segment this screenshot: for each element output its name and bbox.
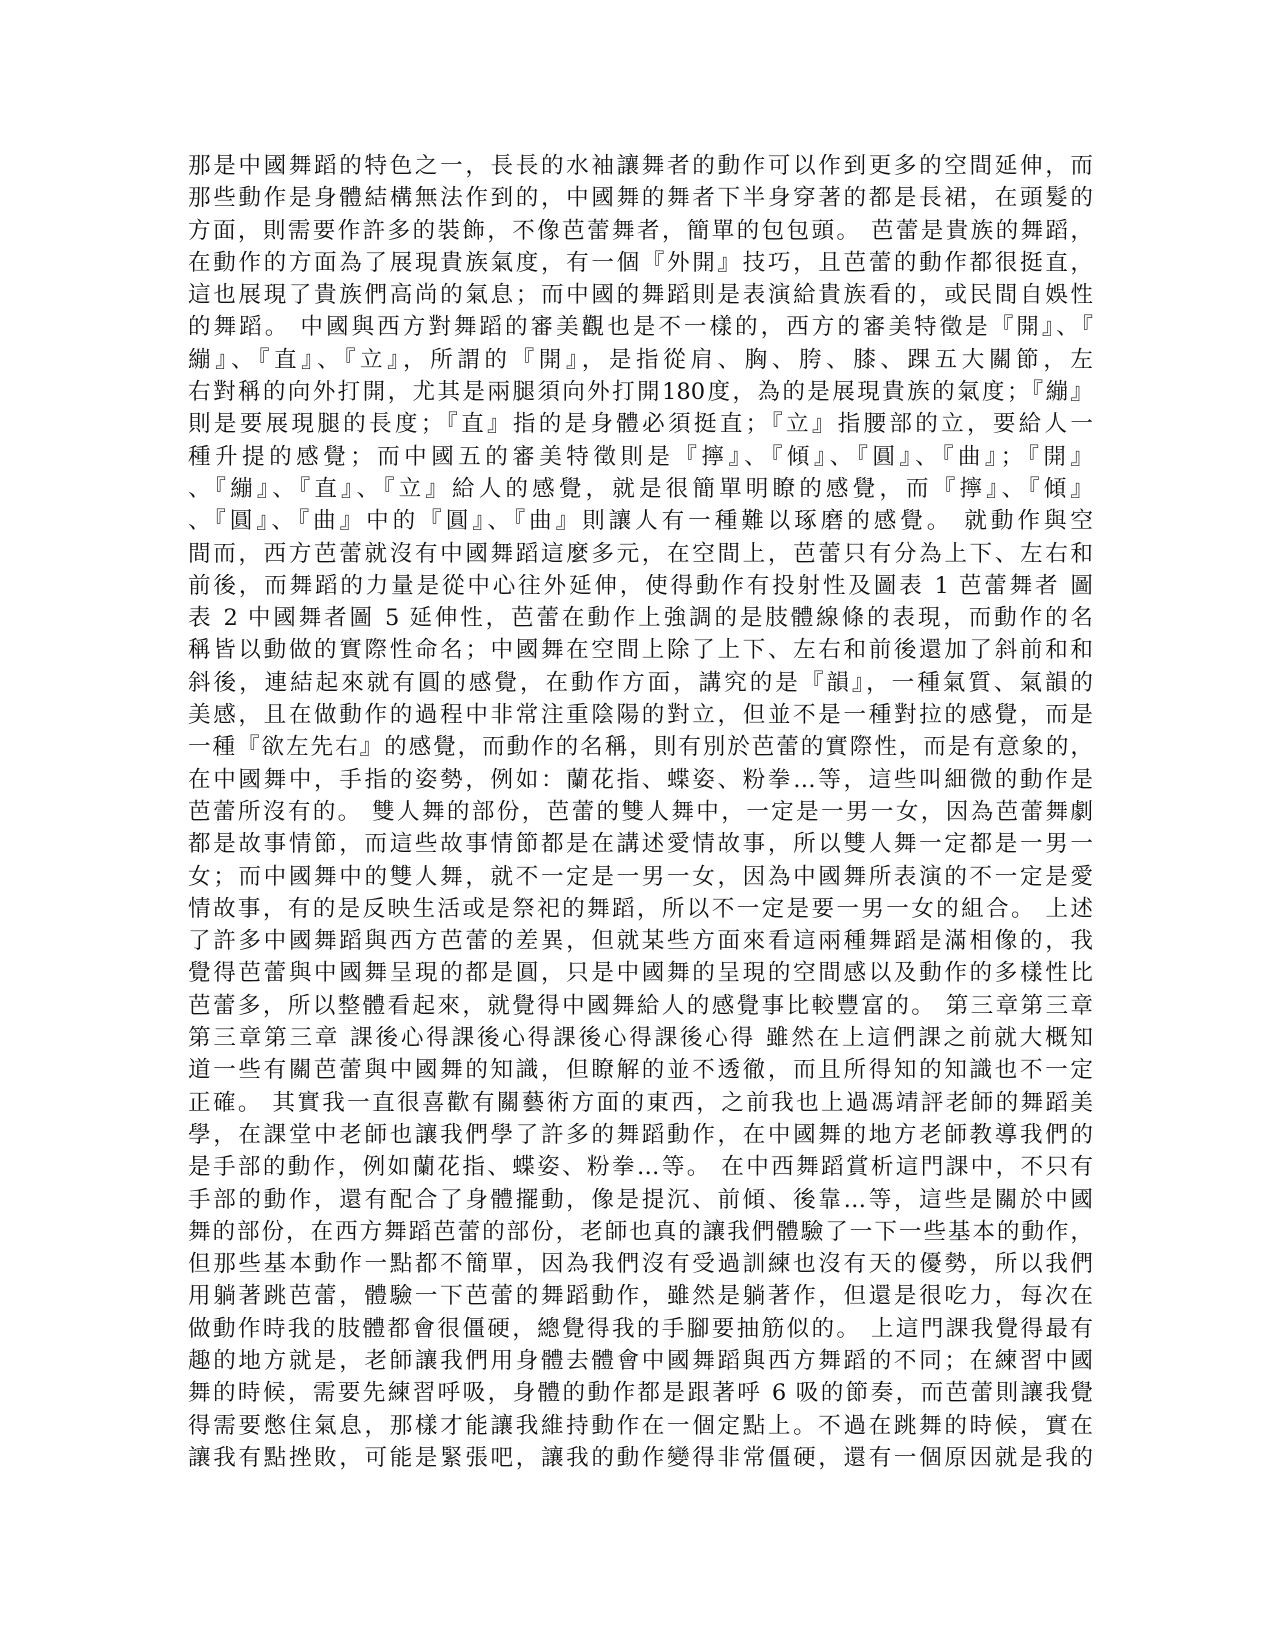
text-line: 美感，且在做動作的過程中非常注重陰陽的對立，但並不是一種對拉的感覺，而是 [188,702,1093,729]
text-line: 了許多中國舞蹈與西方芭蕾的差異，但就某些方面來看這兩種舞蹈是滿相像的，我 [188,928,1093,955]
text-line: 右對稱的向外打開，尤其是兩腿須向外打開180度，為的是展現貴族的氣度；『繃』 [188,379,1093,406]
text-line: 舞的時候，需要先練習呼吸，身體的動作都是跟著呼 6 吸的節奏，而芭蕾則讓我覺 [188,1380,1093,1407]
text-line: 在中國舞中，手指的姿勢，例如：蘭花指、蝶姿、粉拳…等，這些叫細微的動作是 [188,766,1093,793]
text-line: 覺得芭蕾與中國舞呈現的都是圓，只是中國舞的呈現的空間感以及動作的多樣性比 [188,960,1093,987]
text-line: 的舞蹈。 中國與西方對舞蹈的審美觀也是不一樣的，西方的審美特徵是『開』、『 [188,314,1093,341]
text-line: 是手部的動作，例如蘭花指、蝶姿、粉拳…等。 在中西舞蹈賞析這門課中，不只有 [188,1154,1093,1181]
text-line: 、『繃』、『直』、『立』給人的感覺，就是很簡單明瞭的感覺，而『擰』、『傾』 [188,475,1093,502]
text-line: 斜後，連結起來就有圓的感覺，在動作方面，講究的是『韻』，一種氣質、氣韻的 [188,669,1093,696]
text-line: 那些動作是身體結構無法作到的，中國舞的舞者下半身穿著的都是長裙，在頭髮的 [188,185,1093,212]
text-line: 趣的地方就是，老師讓我們用身體去體會中國舞蹈與西方舞蹈的不同；在練習中國 [188,1347,1093,1374]
text-line: 、『圓』、『曲』中的『圓』、『曲』則讓人有一種難以琢磨的感覺。 就動作與空 [188,508,1093,535]
text-line: 方面，則需要作許多的裝飾，不像芭蕾舞者，簡單的包包頭。 芭蕾是貴族的舞蹈， [188,217,1093,244]
text-line: 芭蕾所沒有的。 雙人舞的部份，芭蕾的雙人舞中，一定是一男一女，因為芭蕾舞劇 [188,798,1093,825]
text-line: 得需要憋住氣息，那樣才能讓我維持動作在一個定點上。不過在跳舞的時候，實在 [188,1412,1093,1439]
text-line: 種升提的感覺；而中國五的審美特徵則是『擰』、『傾』、『圓』、『曲』；『開』 [188,443,1093,470]
text-line: 但那些基本動作一點都不簡單，因為我們沒有受過訓練也沒有天的優勢，所以我們 [188,1251,1093,1278]
text-line: 一種『欲左先右』的感覺，而動作的名稱，則有別於芭蕾的實際性，而是有意象的， [188,734,1093,761]
text-line: 學，在課堂中老師也讓我們學了許多的舞蹈動作，在中國舞的地方老師教導我們的 [188,1121,1093,1148]
text-line: 芭蕾多，所以整體看起來，就覺得中國舞給人的感覺事比較豐富的。 第三章第三章 [188,992,1093,1019]
text-line: 稱皆以動做的實際性命名；中國舞在空間上除了上下、左右和前後還加了斜前和和 [188,637,1093,664]
text-line: 道一些有關芭蕾與中國舞的知識，但瞭解的並不透徹，而且所得知的知識也不一定 [188,1057,1093,1084]
body-text [188,150,1093,1474]
text-line: 間而，西方芭蕾就沒有中國舞蹈這麼多元，在空間上，芭蕾只有分為上下、左右和 [188,540,1093,567]
text-line: 手部的動作，還有配合了身體擺動，像是提沉、前傾、後靠…等，這些是關於中國 [188,1186,1093,1213]
text-line: 情故事，有的是反映生活或是祭祀的舞蹈，所以不一定是要一男一女的組合。 上述 [188,895,1093,922]
text-line: 第三章第三章 課後心得課後心得課後心得課後心得 雖然在上這們課之前就大概知 [188,1025,1093,1052]
text-line: 則是要展現腿的長度；『直』指的是身體必須挺直；『立』指腰部的立，要給人一 [188,411,1093,438]
text-line: 正確。 其實我一直很喜歡有關藝術方面的東西，之前我也上過馮靖評老師的舞蹈美 [188,1089,1093,1116]
text-line: 女；而中國舞中的雙人舞，就不一定是一男一女，因為中國舞所表演的不一定是愛 [188,863,1093,890]
text-line: 用躺著跳芭蕾，體驗一下芭蕾的舞蹈動作，雖然是躺著作，但還是很吃力，每次在 [188,1283,1093,1310]
text-line: 表 2 中國舞者圖 5 延伸性，芭蕾在動作上強調的是肢體線條的表現，而動作的名 [188,605,1093,632]
text-line: 舞的部份，在西方舞蹈芭蕾的部份，老師也真的讓我們體驗了一下一些基本的動作， [188,1218,1093,1245]
text-line: 讓我有點挫敗，可能是緊張吧，讓我的動作變得非常僵硬，還有一個原因就是我的 [188,1444,1093,1471]
text-line: 這也展現了貴族們高尚的氣息；而中國的舞蹈則是表演給貴族看的，或民間自娛性 [188,282,1093,309]
text-line: 做動作時我的肢體都會很僵硬，總覺得我的手腳要抽筋似的。 上這門課我覺得最有 [188,1315,1093,1342]
text-line: 都是故事情節，而這些故事情節都是在講述愛情故事，所以雙人舞一定都是一男一 [188,831,1093,858]
text-line: 前後，而舞蹈的力量是從中心往外延伸，使得動作有投射性及圖表 1 芭蕾舞者 圖 [188,572,1093,599]
text-line: 那是中國舞蹈的特色之一，長長的水袖讓舞者的動作可以作到更多的空間延伸，而 [188,153,1093,179]
text-line: 在動作的方面為了展現貴族氣度，有一個『外開』技巧，且芭蕾的動作都很挺直， [188,249,1093,276]
text-line: 繃』、『直』、『立』，所謂的『開』，是指從肩、胸、胯、膝、踝五大關節，左 [188,346,1093,373]
